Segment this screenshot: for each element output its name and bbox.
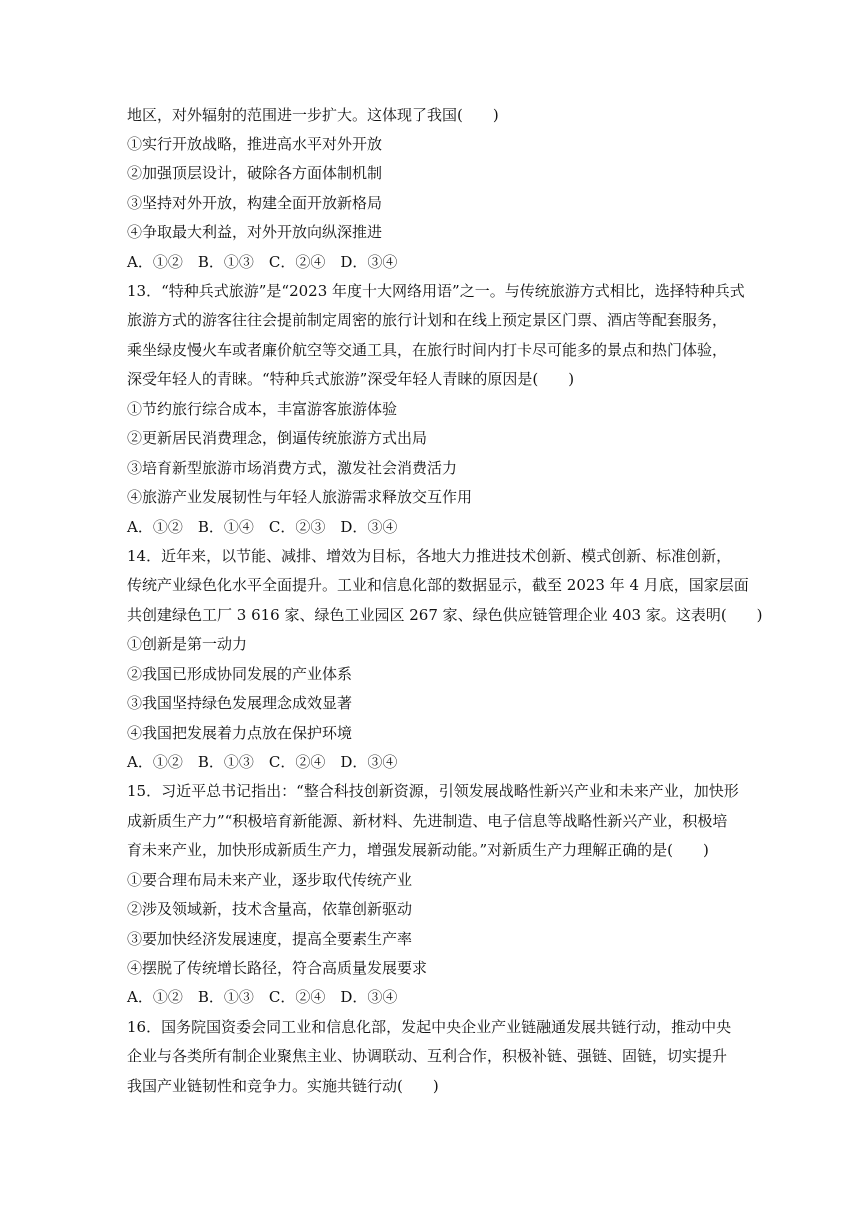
question-stem-line: 成新质生产力”“积极培育新能源、新材料、先进制造、电子信息等战略性新兴产业，积极培 (127, 812, 728, 830)
question-stem-line: 我国产业链韧性和竞争力。实施共链行动( ) (127, 1077, 439, 1095)
option-1: ①创新是第一动力 (127, 635, 248, 653)
question-stem-line: 旅游方式的游客往往会提前制定周密的旅行计划和在线上预定景区门票、酒店等配套服务， (127, 311, 728, 329)
option-3: ③我国坚持绿色发展理念成效显著 (127, 694, 353, 712)
option-1: ①节约旅行综合成本，丰富游客旅游体验 (127, 400, 398, 418)
option-1: ①要合理布局未来产业，逐步取代传统产业 (127, 871, 413, 889)
question-stem-line: 14．近年来，以节能、减排、增效为目标，各地大力推进技术创新、模式创新、标准创新， (127, 547, 732, 565)
question-stem-line: 共创建绿色工厂 3 616 家、绿色工业园区 267 家、绿色供应链管理企业 403 家。这表明( ) (127, 606, 763, 624)
option-3: ③培育新型旅游市场消费方式，激发社会消费活力 (127, 459, 458, 477)
answer-choices: A．①② B．①③ C．②④ D．③④ (127, 988, 398, 1006)
option-3: ③要加快经济发展速度，提高全要素生产率 (127, 930, 413, 948)
question-stem-line: 育未来产业，加快形成新质生产力，增强发展新动能。”对新质生产力理解正确的是( ) (127, 841, 709, 859)
answer-choices: A．①② B．①③ C．②④ D．③④ (127, 753, 398, 771)
option-2: ②我国已形成协同发展的产业体系 (127, 665, 353, 683)
question-stem-line: 深受年轻人的青睐。“特种兵式旅游”深受年轻人青睐的原因是( ) (127, 370, 575, 388)
question-stem-line: 13．“特种兵式旅游”是“2023 年度十大网络用语”之一。与传统旅游方式相比，选择特种兵式 (127, 282, 745, 300)
option-2: ②更新居民消费理念，倒逼传统旅游方式出局 (127, 429, 428, 447)
option-4: ④争取最大利益，对外开放向纵深推进 (127, 223, 383, 241)
option-4: ④摆脱了传统增长路径，符合高质量发展要求 (127, 959, 428, 977)
question-stem-line: 传统产业绿色化水平全面提升。工业和信息化部的数据显示，截至 2023 年 4 月底，国家层面 (127, 576, 749, 594)
question-stem-line: 15．习近平总书记指出：“整合科技创新资源，引领发展战略性新兴产业和未来产业，加快形 (127, 782, 739, 800)
option-3: ③坚持对外开放，构建全面开放新格局 (127, 194, 383, 212)
option-4: ④旅游产业发展韧性与年轻人旅游需求释放交互作用 (127, 488, 473, 506)
option-1: ①实行开放战略，推进高水平对外开放 (127, 135, 383, 153)
answer-choices: A．①② B．①④ C．②③ D．③④ (127, 518, 398, 536)
question-stem-line: 16．国务院国资委会同工业和信息化部，发起中央企业产业链融通发展共链行动，推动中央 (127, 1018, 732, 1036)
option-4: ④我国把发展着力点放在保护环境 (127, 724, 353, 742)
option-2: ②涉及领域新，技术含量高，依靠创新驱动 (127, 900, 413, 918)
question-stem: 地区，对外辐射的范围进一步扩大。这体现了我国( ) (127, 106, 499, 124)
question-stem-line: 企业与各类所有制企业聚焦主业、协调联动、互利合作，积极补链、强链、固链，切实提升 (127, 1047, 728, 1065)
question-stem-line: 乘坐绿皮慢火车或者廉价航空等交通工具，在旅行时间内打卡尽可能多的景点和热门体验， (127, 341, 728, 359)
option-2: ②加强顶层设计，破除各方面体制机制 (127, 164, 383, 182)
answer-choices: A．①② B．①③ C．②④ D．③④ (127, 253, 398, 271)
